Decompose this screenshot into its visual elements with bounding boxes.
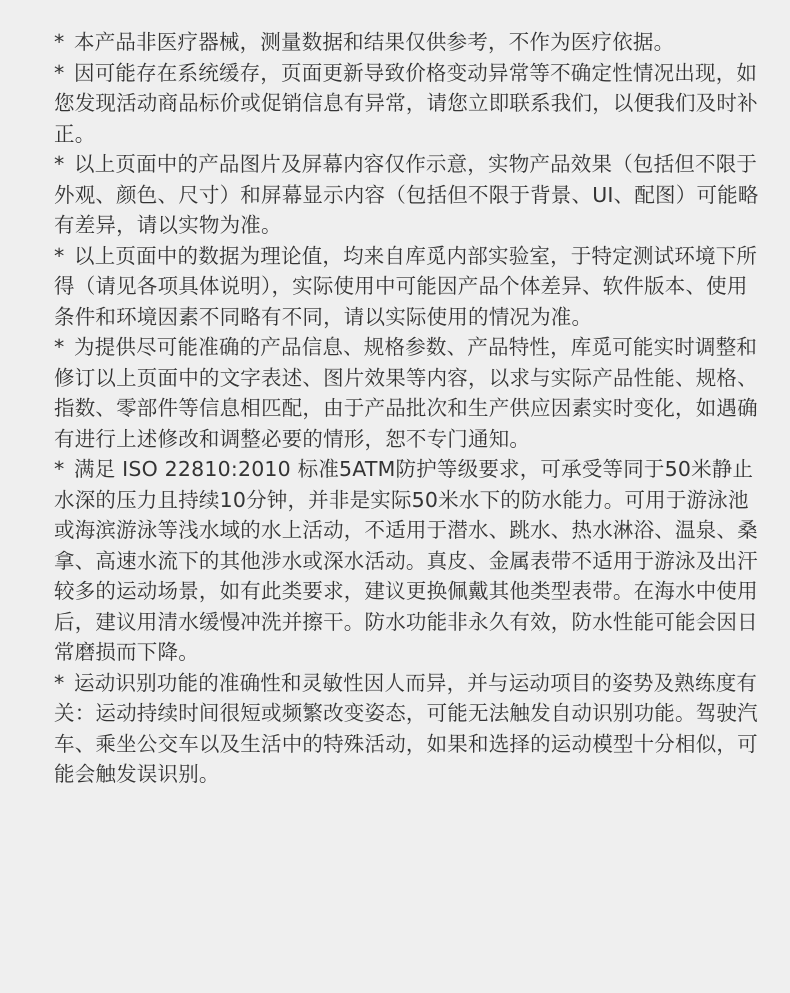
disclaimer-text: 为提供尽可能准确的产品信息、规格参数、产品特性，库觅可能实时调整和修订以上页面中的文字表述、图片效果等内容，以求与实际产品性能、规格、指数、零部件等信息相匹配，由于产品批次和生产供应因素实时变化，如遇确有进行上述修改和调整必要的情形，恕不专门通知。 (54, 335, 758, 451)
disclaimer-item-waterproof (54, 454, 762, 668)
disclaimer-text: 运动识别功能的准确性和灵敏性因人而异，并与运动项目的姿势及熟练度有关：运动持续时间很短或频繁改变姿态，可能无法触发自动识别功能。驾驶汽车、乘坐公交车以及生活中的特殊活动，如果和选择的运动模型十分相似，可能会触发误识别。 (54, 670, 758, 786)
bullet-asterisk: * (54, 152, 65, 176)
disclaimer-item-revisions (54, 332, 762, 454)
disclaimer-item-sport-recognition (54, 668, 762, 790)
bullet-asterisk: * (54, 243, 65, 268)
bullet-asterisk: * (54, 457, 65, 481)
bullet-asterisk: * (54, 335, 65, 359)
disclaimer-item-images (54, 149, 762, 241)
disclaimer-text: 以上页面中的数据为理论值，均来自库觅内部实验室，于特定测试环境下所得（请见各项具体说明），实际使用中可能因产品个体差异、软件版本、使用条件和环境因素不同略有不同，请以实际使用的情况为准。 (54, 243, 758, 329)
disclaimer-item-lab-data (54, 241, 762, 333)
bullet-asterisk: * (54, 60, 65, 85)
disclaimer-item-pricing (54, 58, 762, 150)
disclaimer-text: 满足 ISO 22810:2010 标准5ATM防护等级要求，可承受等同于50米静止水深的压力且持续10分钟，并非是实际50米水下的防水能力。可用于游泳池或海滨游泳等浅水域的水上活动，不适用于潜水、跳水、热水淋浴、温泉、桑拿、高速水流下的其他涉水或深水活动。真皮、金属表带不适用于游泳及出汗较多的运动场景，如有此类要求，建议更换佩戴其他类型表带。在海水中使用后，建议用清水缓慢冲洗并擦干。防水功能非永久有效，防水性能可能会因日常磨损而下降。 (54, 457, 758, 664)
disclaimer-text: 本产品非医疗器械，测量数据和结果仅供参考，不作为医疗依据。 (74, 30, 675, 54)
disclaimer-text: 因可能存在系统缓存，页面更新导致价格变动异常等不确定性情况出现，如您发现活动商品标价或促销信息有异常，请您立即联系我们，以便我们及时补正。 (54, 60, 758, 146)
disclaimer-text: 以上页面中的产品图片及屏幕内容仅作示意，实物产品效果（包括但不限于外观、颜色、尺寸）和屏幕显示内容（包括但不限于背景、UI、配图）可能略有差异，请以实物为准。 (54, 152, 759, 237)
bullet-asterisk: * (54, 30, 65, 54)
disclaimer-item-medical (54, 27, 762, 58)
bullet-asterisk: * (54, 670, 65, 695)
